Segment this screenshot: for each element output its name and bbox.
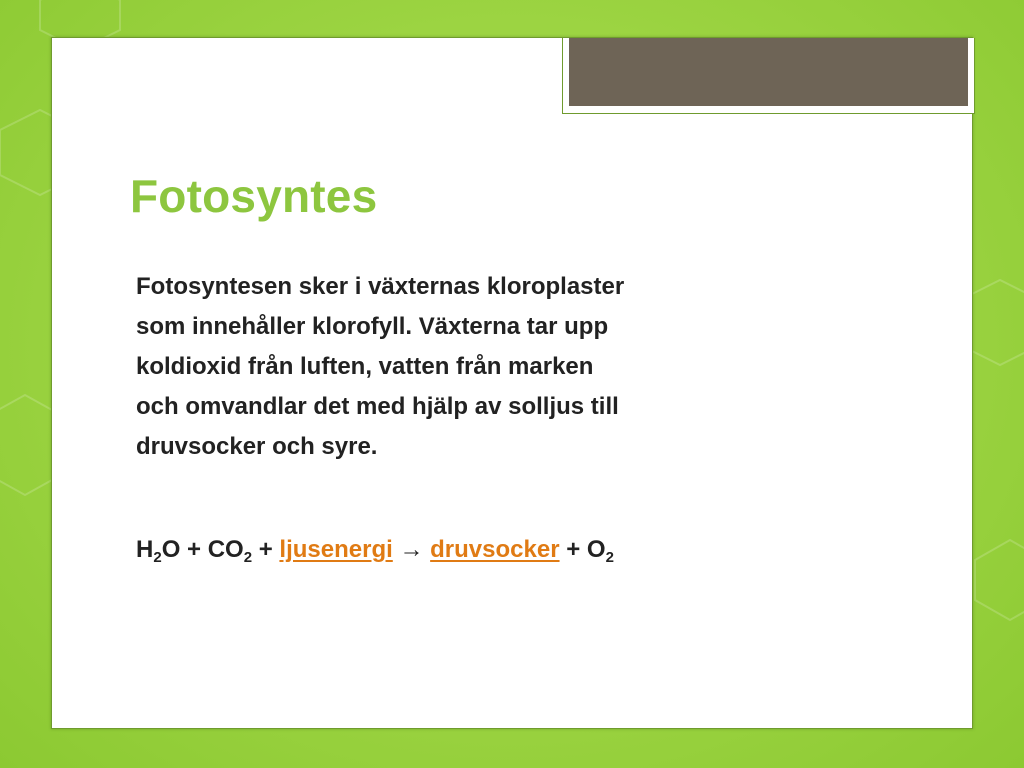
slide-header-tab-fill <box>569 38 968 106</box>
plus-sign: + <box>180 536 208 563</box>
slide-body-paragraph <box>136 267 856 467</box>
body-line: Fotosyntesen sker i växternas kloroplaster <box>136 273 625 300</box>
plus-sign: + <box>559 536 587 563</box>
light-energy-link[interactable]: ljusenergi <box>279 536 393 563</box>
oxygen-formula: $O_2$ <box>586 536 614 566</box>
slide-header-tab <box>562 38 975 114</box>
glucose-link[interactable]: druvsocker <box>430 536 560 563</box>
body-line: och omvandlar det med hjälp av solljus till <box>136 393 619 420</box>
plus-sign: + <box>252 536 280 563</box>
carbon-dioxide-formula: $CO_2$ <box>207 536 253 566</box>
photosynthesis-equation <box>136 530 614 570</box>
reaction-arrow: → <box>392 536 431 563</box>
slide-title: Fotosyntes <box>130 170 378 222</box>
body-line: som innehåller klorofyll. Växterna tar upp <box>136 313 609 340</box>
water-formula: $H_2O$ <box>136 536 181 566</box>
body-line: druvsocker och syre. <box>136 433 378 460</box>
body-line: koldioxid från luften, vatten från marken <box>136 353 594 380</box>
